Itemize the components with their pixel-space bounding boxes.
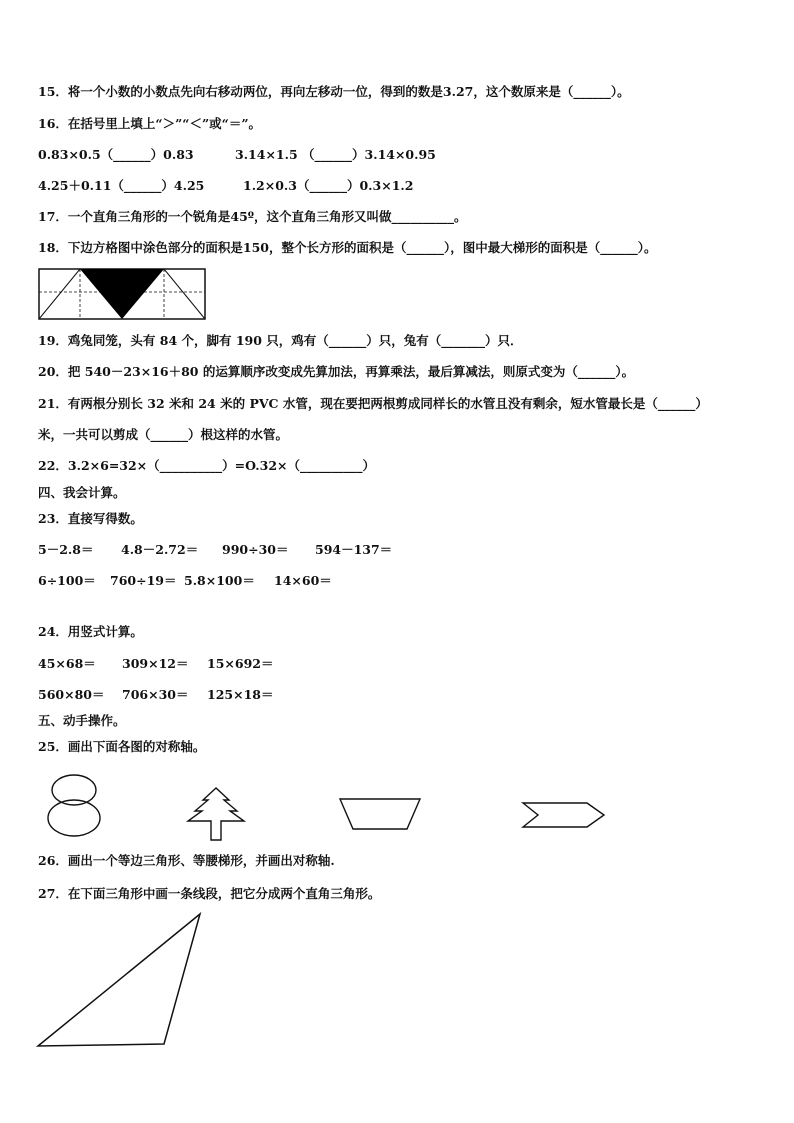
grid-rectangle-figure	[38, 268, 206, 320]
q23-item: 5－2.8＝	[38, 542, 94, 557]
chevron-arrow-shape	[520, 800, 608, 830]
question-19: 19．鸡兔同笼，头有 84 个，脚有 190 只，鸡有（______）只，兔有（_______）只．	[38, 333, 523, 348]
question-24-title: 24．用竖式计算。	[38, 624, 143, 639]
q24-item: 15×692＝	[207, 656, 274, 671]
question-21-line-1: 21．有两根分别长 32 米和 24 米的 PVC 水管，现在要把两根剪成同样长的水管且没有剩余，短水管最长是（______）	[38, 396, 708, 411]
q24-item: 125×18＝	[207, 687, 274, 702]
q23-item: 4.8－2.72＝	[121, 542, 199, 557]
section-5-heading: 五、动手操作。	[38, 713, 126, 728]
diagonal-right	[164, 269, 205, 319]
tree-arrow-shape	[185, 786, 247, 842]
trapezoid-shape	[336, 795, 424, 833]
q23-item: 5.8×100＝	[184, 573, 255, 588]
q23-item: 594－137＝	[315, 542, 393, 557]
question-27: 27．在下面三角形中画一条线段，把它分成两个直角三角形。	[38, 886, 381, 901]
question-23-title: 23．直接写得数。	[38, 511, 143, 526]
question-16-item-4: 1.2×0.3（______）0.3×1.2	[243, 178, 414, 193]
question-20: 20．把 540－23×16＋80 的运算顺序改变成先算加法，再算乘法，最后算减法，则原式变为（______）。	[38, 364, 635, 379]
q23-item: 6÷100＝	[38, 573, 96, 588]
question-22: 22．3.2×6=32×（__________）=O.32×（__________）	[38, 458, 376, 473]
question-16-item-3: 4.25＋0.11（______）4.25	[38, 178, 205, 193]
q24-item: 45×68＝	[38, 656, 96, 671]
q23-item: 760÷19＝	[110, 573, 177, 588]
question-16-item-2: 3.14×1.5 （______）3.14×0.95	[235, 147, 436, 162]
question-25: 25．画出下面各图的对称轴。	[38, 739, 206, 754]
q24-item: 309×12＝	[122, 656, 189, 671]
question-17: 17．一个直角三角形的一个锐角是45º，这个直角三角形又叫做__________。	[38, 209, 467, 224]
question-26: 26．画出一个等边三角形、等腰梯形，并画出对称轴.	[38, 853, 335, 868]
q24-item: 706×30＝	[122, 687, 189, 702]
section-4-heading: 四、我会计算。	[38, 485, 126, 500]
diagonal-left	[39, 269, 80, 319]
question-18: 18．下边方格图中涂色部分的面积是150，整个长方形的面积是（______），图中最大梯形的面积是（______）。	[38, 240, 657, 255]
question-15: 15．将一个小数的小数点先向右移动两位，再向左移动一位，得到的数是3.27，这个数原来是（______）。	[38, 84, 630, 99]
question-16-item-1: 0.83×0.5（______）0.83	[38, 147, 194, 162]
figure-eight-shape	[44, 772, 104, 838]
obtuse-triangle-figure	[34, 910, 206, 1052]
question-16-title: 16．在括号里上填上“＞”“＜”或“＝”。	[38, 116, 262, 131]
q24-item: 560×80＝	[38, 687, 105, 702]
shaded-triangle	[80, 269, 164, 319]
q23-item: 990÷30＝	[222, 542, 289, 557]
q23-item: 14×60＝	[274, 573, 332, 588]
question-21-line-2: 米，一共可以剪成（______）根这样的水管。	[38, 427, 289, 442]
